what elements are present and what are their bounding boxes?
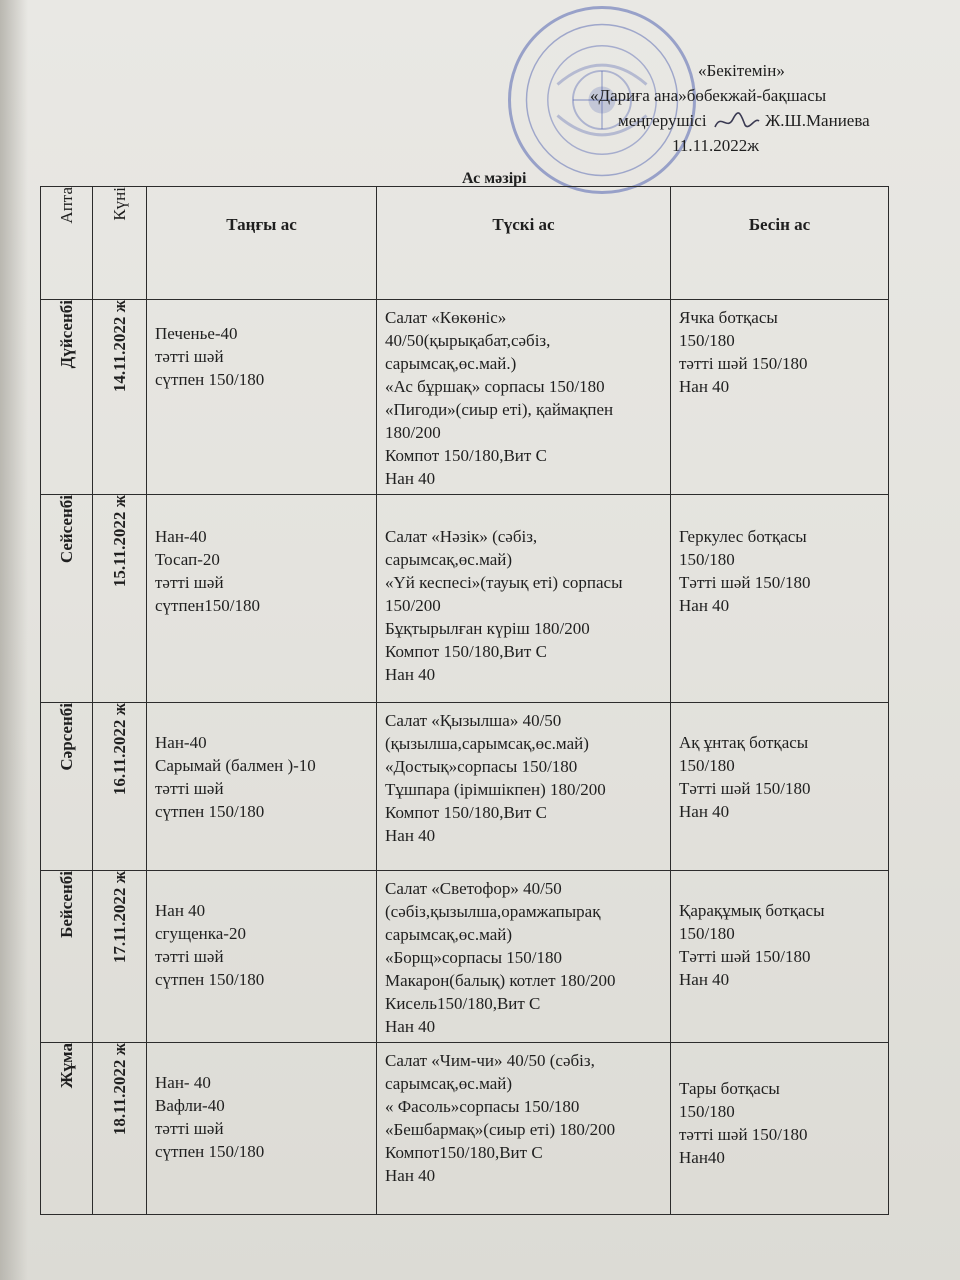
header-week: Апта	[41, 187, 93, 300]
breakfast-cell: Нан 40 сгущенка-20 тәтті шәй сүтпен 150/180	[147, 871, 377, 1043]
lunch-cell: Салат «Көкөніс» 40/50(қырықабат,сәбіз, сарымсақ,өс.май.) «Ас бұршақ» сорпасы 150/180 «Пигоди»(сиыр еті), қаймақпен 180/200 Компот 150/180,Вит С Нан 40	[377, 300, 671, 495]
date-cell: 16.11.2022 ж	[93, 703, 147, 871]
lunch-cell: Салат «Нәзік» (сәбіз, сарымсақ,өс.май) «Үй кеспесі»(тауық еті) сорпасы 150/200 Бұқтырылған күріш 180/200 Компот 150/180,Вит С Нан 40	[377, 495, 671, 703]
breakfast-cell: Нан-40 Сарымай (балмен )-10 тәтті шәй сүтпен 150/180	[147, 703, 377, 871]
snack-cell: Тары ботқасы 150/180 тәтті шәй 150/180 Нан40	[671, 1043, 889, 1215]
header-breakfast: Таңғы ас	[147, 187, 377, 300]
weekday-cell: Дүйсенбі	[41, 300, 93, 495]
header-snack: Бесін ас	[671, 187, 889, 300]
lunch-cell: Салат «Чим-чи» 40/50 (сәбіз, сарымсақ,өс.май) « Фасоль»сорпасы 150/180 «Бешбармақ»(сиыр еті) 180/200 Компот150/180,Вит С Нан 40	[377, 1043, 671, 1215]
weekday-cell: Сейсенбі	[41, 495, 93, 703]
approval-block	[590, 58, 950, 158]
approval-position: меңгерушісі	[618, 111, 707, 130]
lunch-cell: Салат «Қызылша» 40/50 (қызылша,сарымсақ,өс.май) «Достық»сорпасы 150/180 Тұшпара (ірімшікпен) 180/200 Компот 150/180,Вит С Нан 40	[377, 703, 671, 871]
table-row	[41, 871, 889, 1043]
approval-date: 11.11.2022ж	[672, 136, 759, 156]
table-row	[41, 1043, 889, 1215]
breakfast-cell: Печенье-40 тәтті шәй сүтпен 150/180	[147, 300, 377, 495]
date-cell: 18.11.2022 ж	[93, 1043, 147, 1215]
signature	[711, 111, 761, 133]
date-cell: 15.11.2022 ж	[93, 495, 147, 703]
table-row	[41, 495, 889, 703]
weekday-cell: Жұма	[41, 1043, 93, 1215]
approval-line-1: «Бекітемін»	[698, 61, 785, 80]
approval-line-2: «Дариға ана»бөбекжай-бақшасы	[590, 86, 827, 105]
page-shadow	[0, 0, 28, 1280]
document-title: Ас мәзірі	[462, 170, 527, 187]
approval-line-3	[590, 108, 950, 133]
date-cell: 14.11.2022 ж	[93, 300, 147, 495]
table-row	[41, 300, 889, 495]
breakfast-cell: Нан-40 Тосап-20 тәтті шәй сүтпен150/180	[147, 495, 377, 703]
table-row	[41, 703, 889, 871]
weekday-cell: Сәрсенбі	[41, 703, 93, 871]
snack-cell: Геркулес ботқасы 150/180 Тәтті шәй 150/180 Нан 40	[671, 495, 889, 703]
header-day: Күні	[93, 187, 147, 300]
approval-name: Ж.Ш.Маниева	[765, 111, 870, 130]
menu-table	[40, 186, 889, 1215]
breakfast-cell: Нан- 40 Вафли-40 тәтті шәй сүтпен 150/180	[147, 1043, 377, 1215]
weekday-cell: Бейсенбі	[41, 871, 93, 1043]
date-cell: 17.11.2022 ж	[93, 871, 147, 1043]
snack-cell: Ячка ботқасы 150/180 тәтті шәй 150/180 Нан 40	[671, 300, 889, 495]
header-lunch: Түскі ас	[377, 187, 671, 300]
table-header-row	[41, 187, 889, 300]
snack-cell: Ақ ұнтақ ботқасы 150/180 Тәтті шәй 150/180 Нан 40	[671, 703, 889, 871]
lunch-cell: Салат «Светофор» 40/50 (сәбіз,қызылша,орамжапырақ сарымсақ,өс.май) «Борщ»сорпасы 150/180 Макарон(балық) котлет 180/200 Кисель150/180,Вит С Нан 40	[377, 871, 671, 1043]
snack-cell: Қарақұмық ботқасы 150/180 Тәтті шәй 150/180 Нан 40	[671, 871, 889, 1043]
